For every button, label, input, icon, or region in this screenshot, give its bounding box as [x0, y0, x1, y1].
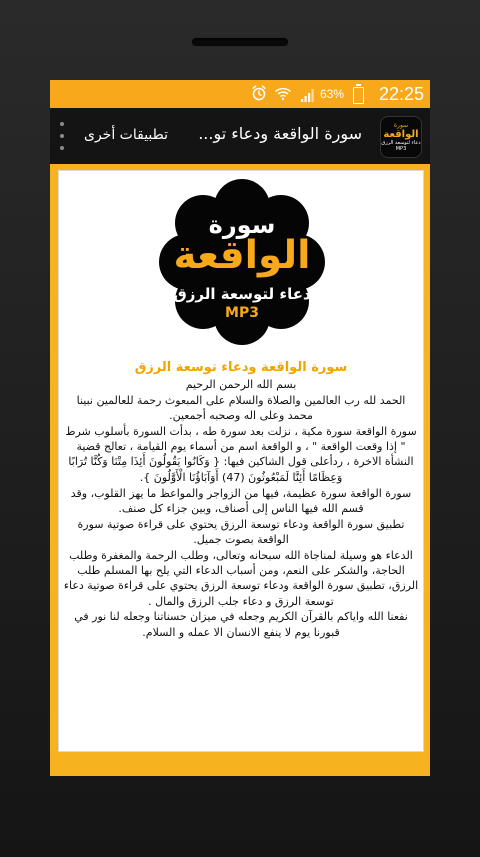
screen	[50, 80, 430, 776]
surah-logo	[157, 177, 327, 347]
overflow-menu-icon[interactable]	[58, 122, 66, 150]
article-paragraph-app-description: تطبيق سورة الواقعة ودعاء توسعة الرزق يحتوي على قراءة صوتية سورة الواقعة بصوت جميل.	[77, 517, 405, 546]
wifi-icon	[274, 84, 292, 106]
article-paragraph-dua: الدعاء هو وسيلة لمناجاة الله سبحانه وتعالى، وطلب الرحمة والمغفرة وطلب الحاجة، والشكر على النعم، ومن أسباب الدعاء التي يلح بها المسلم طلب الرزق، تطبيق سورة الواقعة ودعاء توسعة الرزق يحتوي على قراءة صوتية دعاء توسعة الرزق و دعاء جلب الرزق والمال .	[63, 548, 419, 608]
content-area	[50, 164, 430, 776]
article-paragraph-surah-greatness: سورة الواقعة سورة عظيمة، فيها من الزواجر والمواعظ ما يهز القلوب، وقد قسم الله فيها الناس إلى أصناف، وبين جزاء كل صنف.	[70, 486, 412, 515]
app-logo	[380, 116, 422, 158]
app-logo-line4: MP3	[395, 146, 407, 152]
article-paragraph-basmala: بسم الله الرحمن الرحيم	[185, 378, 297, 391]
status-time: 22:25	[378, 84, 424, 104]
article-paragraph-intro: الحمد لله رب العالمين والصلاة والسلام على المبعوث رحمة للعالمين نبينا محمد وعلى اله وصحبه أجمعين.	[76, 393, 406, 423]
article-body	[63, 377, 419, 747]
toolbar-title: سورة الواقعة ودعاء تو...	[198, 124, 362, 143]
status-bar	[50, 80, 430, 108]
alarm-icon	[250, 84, 268, 106]
article-title: سورة الواقعة ودعاء توسعة الرزق	[134, 360, 348, 375]
article-card	[58, 170, 424, 752]
logo-subtitle: دعاء لتوسعة الرزق	[173, 285, 311, 303]
bottom-strip	[50, 756, 430, 776]
battery-charging-icon	[353, 87, 364, 104]
app-toolbar	[50, 108, 430, 164]
app-logo-line1: سورة	[393, 122, 409, 129]
battery-percent: 63%	[319, 87, 344, 101]
phone-speaker	[192, 38, 288, 46]
article-paragraph-closing: نفعنا الله واياكم بالقرآن الكريم وجعله في ميزان حسناتنا وجعله لنا نور في قبورنا يوم لا ينفع الانسان الا عمله و السلام.	[74, 610, 408, 639]
app-logo-line2: الواقعة	[383, 129, 419, 140]
other-apps-link[interactable]: تطبيقات أخرى	[84, 127, 169, 143]
signal-icon	[300, 87, 316, 107]
logo-surah-name: الواقعة	[173, 233, 311, 278]
logo-mp3: MP3	[225, 305, 259, 321]
app-logo-line3: دعاء لتوسعة الرزق	[381, 140, 421, 146]
article-paragraph-surah-info: سورة الواقعة سورة مكية ، نزلت بعد سورة طه ، بدأت السورة بأسلوب شرط " إذا وقعت الواقعة " ، و الواقعة اسم من أسماء يوم القيامة ، تعالج قضية النشأة الاخرة ، ردأعلى قول الشاكين فيها: { وَكَانُوا يَقُولُونَ أَئِذَا مِتْنَا وَكُنَّا تُرَابًا وَعِظَامًا أَئِنَّا لَمَبْعُوثُونَ (47) أَوَآبَاؤُنَا الْأَوَّلُونَ }.	[65, 424, 417, 484]
logo-surah-word: سورة	[208, 211, 276, 239]
